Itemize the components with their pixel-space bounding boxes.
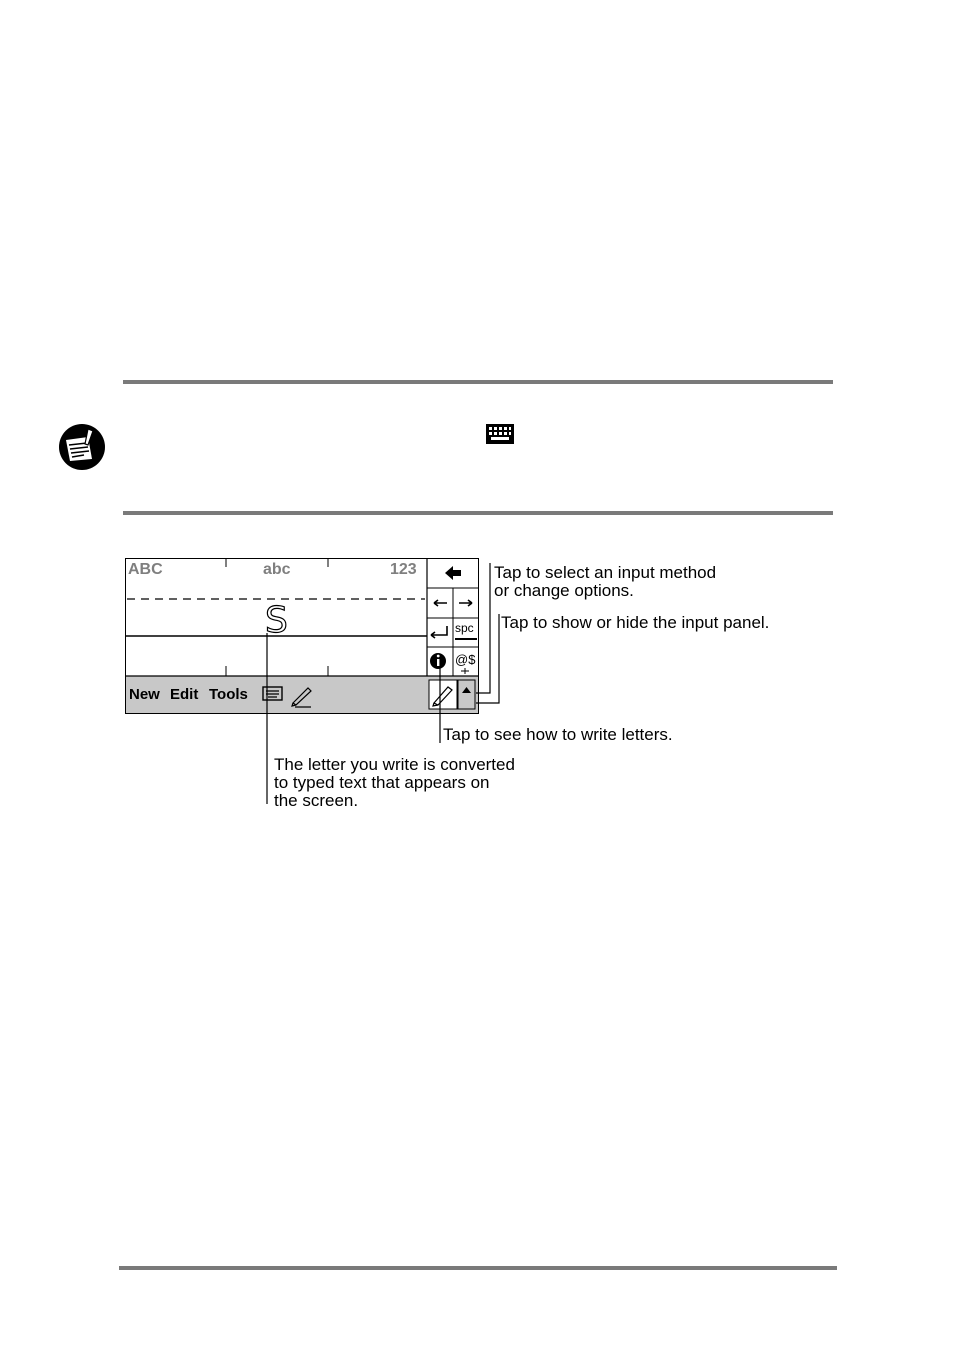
written-letter: S (265, 600, 288, 641)
menu-tools[interactable]: Tools (209, 686, 248, 703)
space-key[interactable] (454, 619, 478, 647)
middle-rule (123, 511, 833, 515)
input-panel-toggle-button[interactable] (458, 680, 475, 709)
top-rule (123, 380, 833, 384)
tab-uppercase[interactable]: ABC (128, 561, 163, 578)
callout-show-hide: Tap to show or hide the input panel. (501, 613, 770, 632)
callout-how-to-write: Tap to see how to write letters. (443, 725, 673, 744)
info-key[interactable] (428, 648, 453, 676)
left-arrow-key[interactable] (428, 589, 453, 618)
symbols-key-label: @$ (455, 652, 476, 667)
input-panel (125, 558, 479, 714)
note-icon (58, 423, 106, 471)
callout-converted: The letter you write is converted to typed text that appears on the screen. (274, 755, 515, 810)
tab-numbers[interactable]: 123 (390, 561, 417, 578)
tab-lowercase[interactable]: abc (263, 561, 291, 578)
symbols-key[interactable] (454, 648, 478, 676)
menu-edit[interactable]: Edit (170, 686, 199, 703)
space-key-label: spc (455, 621, 474, 635)
right-arrow-key[interactable] (454, 589, 478, 618)
keyboard-icon (486, 424, 514, 444)
menu-new[interactable]: New (129, 686, 160, 703)
input-method-button[interactable] (429, 680, 457, 709)
enter-key[interactable] (428, 619, 453, 647)
bottom-rule (119, 1266, 837, 1270)
callout-select-method: Tap to select an input method or change options. (494, 563, 717, 600)
backspace-key[interactable] (428, 559, 478, 588)
